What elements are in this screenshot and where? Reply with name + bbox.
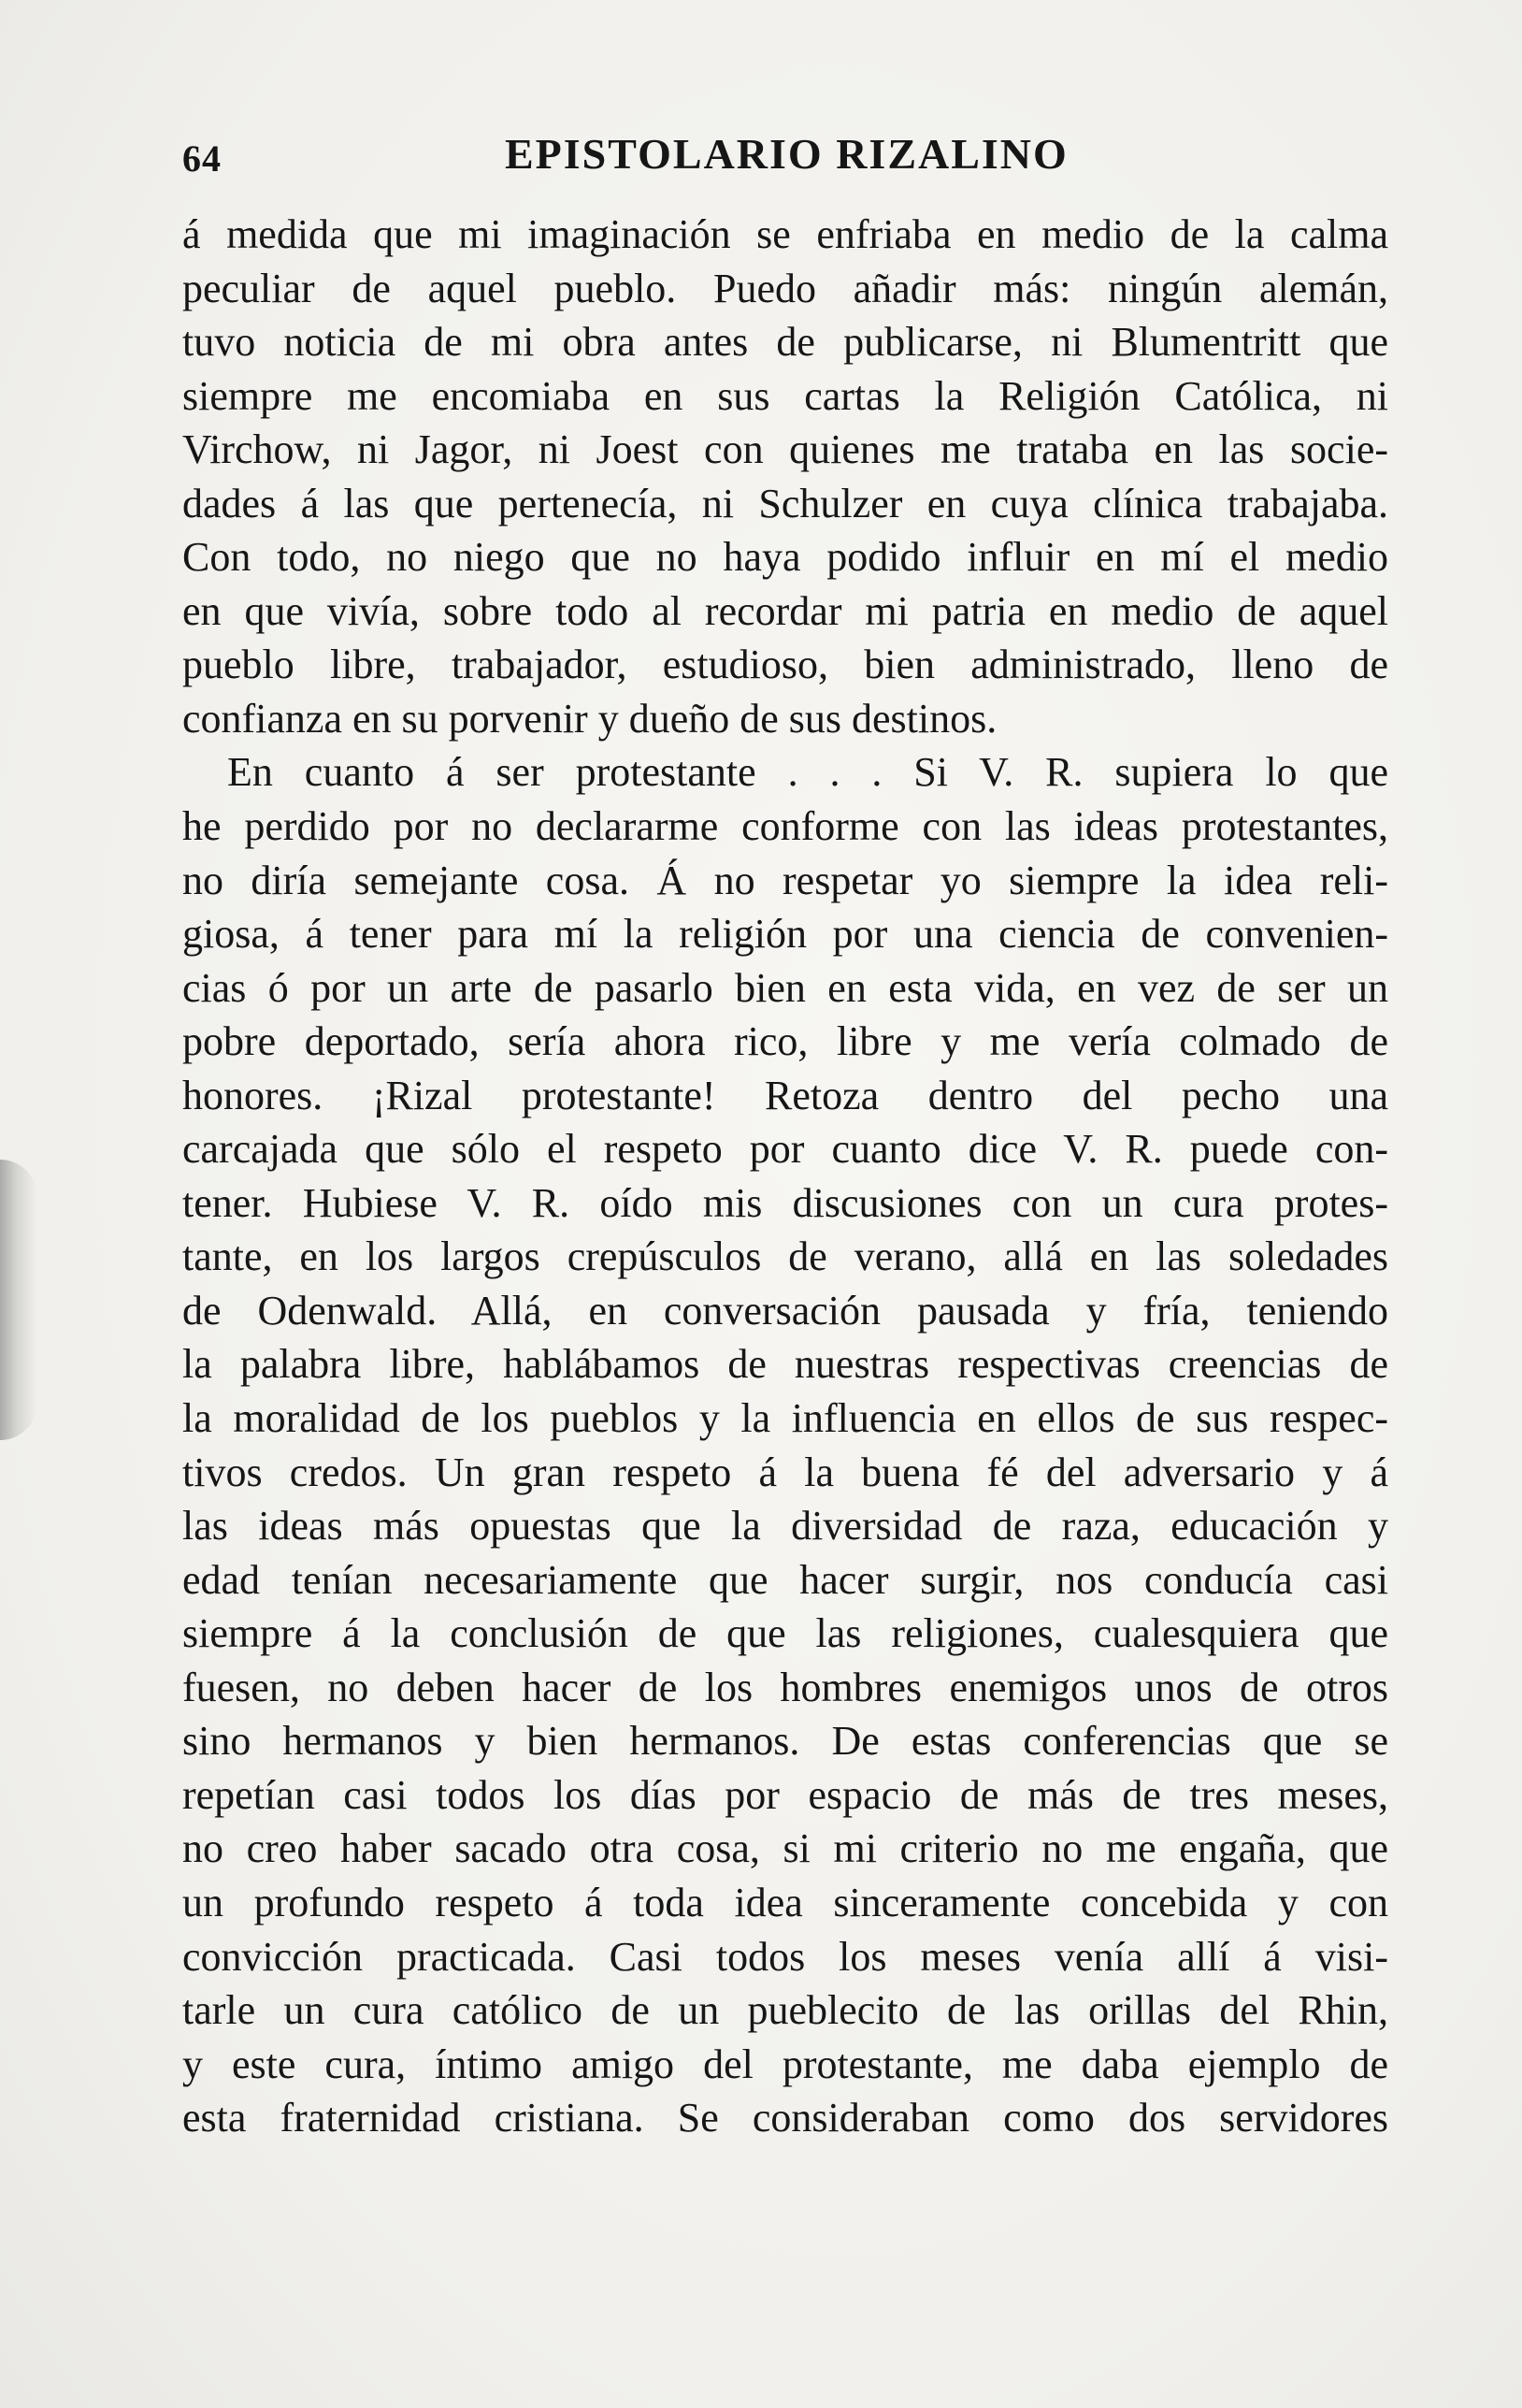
text-line: pueblo libre, trabajador, estudioso, bien administrado, lleno de [182,642,1388,688]
text-line: la moralidad de los pueblos y la influencia en ellos de sus respec- [182,1395,1388,1442]
text-line: carcajada que sólo el respeto por cuanto dice V. R. puede con- [182,1126,1388,1173]
text-line: sino hermanos y bien hermanos. De estas conferencias que se [182,1718,1388,1765]
text-line: tante, en los largos crepúsculos de verano, allá en las soledades [182,1233,1388,1280]
body-text [182,208,1388,2145]
text-line: En cuanto á ser protestante . . . Si V. R. supiera lo que [227,749,1388,796]
text-line: siempre me encomiaba en sus cartas la Religión Católica, ni [182,372,1388,419]
text-line: confianza en su porvenir y dueño de sus destinos. [182,695,998,742]
text-line: esta fraternidad cristiana. Se consideraban como dos servidores [182,2095,1388,2141]
text-line: cias ó por un arte de pasarlo bien en esta vida, en vez de ser un [182,964,1388,1011]
text-line: dades á las que pertenecía, ni Schulzer en cuya clínica trabajaba. [182,480,1388,526]
text-line: no diría semejante cosa. Á no respetar yo siempre la idea reli- [182,857,1388,903]
page-number: 64 [182,137,222,180]
text-line: las ideas más opuestas que la diversidad de raza, educación y [182,1503,1388,1550]
text-line: edad tenían necesariamente que hacer surgir, nos conducía casi [182,1556,1388,1603]
text-line: no creo haber sacado otra cosa, si mi criterio no me engaña, que [182,1825,1388,1872]
text-line: tener. Hubiese V. R. oído mis discusiones con un cura protes- [182,1179,1388,1226]
text-line: tivos credos. Un gran respeto á la buena fé del adversario y á [182,1449,1388,1495]
text-line: he perdido por no declararme conforme con las ideas protestantes, [182,803,1388,850]
text-line: honores. ¡Rizal protestante! Retoza dentro del pecho una [182,1072,1388,1118]
page-edge-shadow [0,1160,37,1440]
text-line: y este cura, íntimo amigo del protestante, me daba ejemplo de [182,2040,1388,2087]
text-line: convicción practicada. Casi todos los meses venía allí á visi- [182,1933,1388,1980]
text-line: tuvo noticia de mi obra antes de publicarse, ni Blumentritt que [182,319,1388,366]
text-line: de Odenwald. Allá, en conversación pausada y fría, teniendo [182,1287,1388,1334]
text-line: en que vivía, sobre todo al recordar mi patria en medio de aquel [182,587,1388,634]
text-line: pobre deportado, sería ahora rico, libre y me vería colmado de [182,1018,1388,1065]
text-line: la palabra libre, hablábamos de nuestras respectivas creencias de [182,1341,1388,1388]
text-line: Con todo, no niego que no haya podido influir en mí el medio [182,534,1388,581]
text-line: peculiar de aquel pueblo. Puedo añadir más: ningún alemán, [182,265,1388,311]
text-line: siempre á la conclusión de que las religiones, cualesquiera que [182,1610,1388,1657]
running-title: EPISTOLARIO RIZALINO [505,130,1069,178]
text-line: repetían casi todos los días por espacio de más de tres meses, [182,1771,1388,1818]
page-header [182,129,1379,185]
text-line: Virchow, ni Jagor, ni Joest con quienes me trataba en las socie- [182,426,1388,473]
text-line: un profundo respeto á toda idea sinceramente concebida y con [182,1879,1388,1925]
text-line: á medida que mi imaginación se enfriaba en medio de la calma [182,211,1388,257]
text-line: tarle un cura católico de un pueblecito de las orillas del Rhin, [182,1987,1388,2034]
text-line: fuesen, no deben hacer de los hombres enemigos unos de otros [182,1664,1388,1710]
text-line: giosa, á tener para mí la religión por una ciencia de convenien- [182,911,1388,958]
